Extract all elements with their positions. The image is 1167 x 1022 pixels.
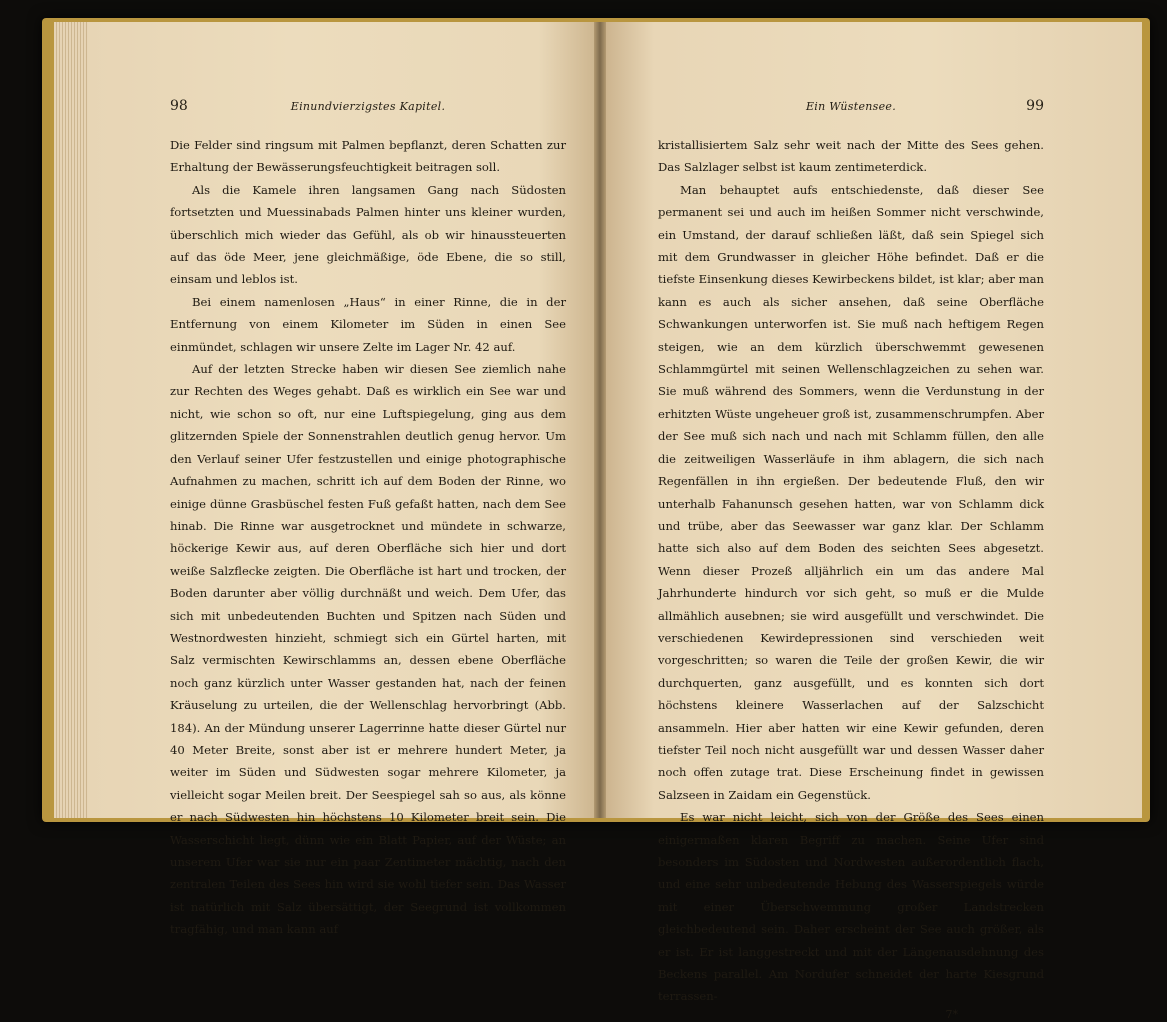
right-running-head [658, 98, 1044, 120]
paragraph: Es war nicht leicht, sich von der Größe des Sees einen einigermaßen klaren Begriff zu machen. Seine Ufer sind besonders im Südosten und Nordwesten außerordentlich flach, und eine sehr unbedeutende Hebung des Wasserspiegels würde mit einer Überschwemmung großer Landstrecken gleichbedeutend sein. Daher erscheint der See auch größer, als er ist. Er ist langgestreckt und mit der Längenausdehnung des Beckens parallel. Am Nordufer schneidet der harte Kiesgrund terrassen- [658, 810, 1044, 1004]
paragraph: Auf der letzten Strecke haben wir diesen See ziemlich nahe zur Rechten des Weges gehabt. Daß es wirklich ein See war und nicht, wie schon so oft, nur eine Luftspiegelung, ging aus dem glitzernden Spiele der Sonnenstrahlen deutlich genug hervor. Um den Verlauf seiner Ufer festzustellen und einige photographische Aufnahmen zu machen, schritt ich auf dem Boden der Rinne, wo einige dünne Grasbüschel festen Fuß gefaßt hatten, nach dem See hinab. Die Rinne war ausgetrocknet und mündete in schwarze, höckerige Kewir aus, auf deren Oberfläche sich hier und dort weiße Salzflecke zeigten. Die Oberfläche ist hart und trocken, der Boden darunter aber völlig durchnäßt und weich. Dem Ufer, das sich mit unbedeutenden Buchten und Spitzen nach Süden und Westnordwesten hinzieht, schmiegt sich ein Gürtel harten, mit Salz vermischten Kewirschlamms an, dessen ebene Oberfläche noch ganz kürzlich unter Wasser gestanden hat, nach der feinen Kräuselung zu urteilen, die der Wellenschlag hervorbringt (Abb. 184). An der Mündung unserer Lagerrinne hatte dieser Gürtel nur 40 Meter Breite, sonst aber ist er mehrere hundert Meter, ja weiter im Süden und Südwesten sogar mehrere Kilometer, ja vielleicht sogar Meilen breit. Der Seespiegel sah so aus, als könne er nach Südwesten hin höchstens 10 Kilometer breit sein. Die Wasserschicht liegt, dünn wie ein Blatt Papier, auf der Wüste; an unserem Ufer war sie nur ein paar Zentimeter mächtig, nach den zentralen Teilen des Sees hin wird sie wohl tiefer sein. Das Wasser ist natürlich mit Salz übersättigt, der Seegrund ist vollkommen tragfähig, und man kann auf [170, 362, 566, 937]
paragraph: kristallisiertem Salz sehr weit nach der Mitte des Sees gehen. Das Salzlager selbst ist kaum zentimeterdick. [658, 138, 1044, 175]
paragraph: Man behauptet aufs entschiedenste, daß dieser See permanent sei und auch im heißen Sommer nicht verschwinde, ein Umstand, der darauf schließen läßt, daß sein Spiegel sich mit dem Grundwasser in gleicher Höhe befindet. Daß er die tiefste Einsenkung dieses Kewirbeckens bildet, ist klar; aber man kann es auch als sicher ansehen, daß seine Oberfläche Schwankungen unterworfen ist. Sie muß nach heftigem Regen steigen, wie an dem kürzlich überschwemmt gewesenen Schlammgürtel mit seinen Wellenschlagzeichen zu sehen war. Sie muß während des Sommers, wenn die Verdunstung in der erhitzten Wüste ungeheuer groß ist, zusammenschrumpfen. Aber der See muß sich nach und nach mit Schlamm füllen, den alle die zeitweiligen Wasserläufe in ihm ablagern, die sich nach Regenfällen in ihn ergießen. Der bedeutende Fluß, den wir unterhalb Fahanunsch gesehen hatten, war von Schlamm dick und trübe, aber das Seewasser war ganz klar. Der Schlamm hatte sich also auf dem Boden des seichten Sees abgesetzt. Wenn dieser Prozeß alljährlich ein um das andere Mal Jahrhunderte hindurch vor sich geht, so muß er die Mulde allmählich ausebnen; sie wird ausgefüllt und verschwindet. Die verschiedenen Kewirdepressionen sind verschieden weit vorgeschritten; so waren die Teile der großen Kewir, die wir durchquerten, ganz ausgefüllt, und es konnten sich dort höchstens kleinere Wasserlachen auf der Salzschicht ansammeln. Hier aber hatten wir eine Kewir gefunden, deren tiefster Teil noch nicht ausgefüllt war und dessen Wasser daher noch offen zutage trat. Diese Erscheinung findet in gewissen Salzseen in Zaidam ein Gegenstück. [658, 182, 1044, 802]
page-edges [54, 22, 90, 818]
right-page-text [658, 134, 1044, 1008]
left-page-text [170, 134, 566, 941]
right-page [600, 22, 1142, 1021]
right-page-number: 99 [1026, 98, 1044, 114]
paragraph: Die Felder sind ringsum mit Palmen bepflanzt, deren Schatten zur Erhaltung der Bewässerungsfeuchtigkeit beitragen soll. [170, 138, 566, 175]
book-gutter [594, 22, 606, 818]
left-running-head [170, 98, 566, 120]
left-page [88, 22, 600, 937]
signature-mark: 7* [945, 1007, 958, 1021]
left-running-title: Einundvierzigstes Kapitel. [290, 100, 446, 113]
paragraph: Bei einem namenlosen „Haus“ in einer Rinne, die in der Entfernung von einem Kilometer im Süden in einen See einmündet, schlagen wir unsere Zelte im Lager Nr. 42 auf. [170, 294, 566, 354]
paragraph: Als die Kamele ihren langsamen Gang nach Südosten fortsetzten und Muessinabads Palmen hinter uns kleiner wurden, überschlich mich wieder das Gefühl, als ob wir hinaussteuerten auf das öde Meer, jene gleichmäßige, öde Ebene, die so still, einsam und leblos ist. [170, 182, 566, 287]
left-page-number: 98 [170, 98, 188, 114]
right-running-title: Ein Wüstensee. [805, 100, 897, 113]
